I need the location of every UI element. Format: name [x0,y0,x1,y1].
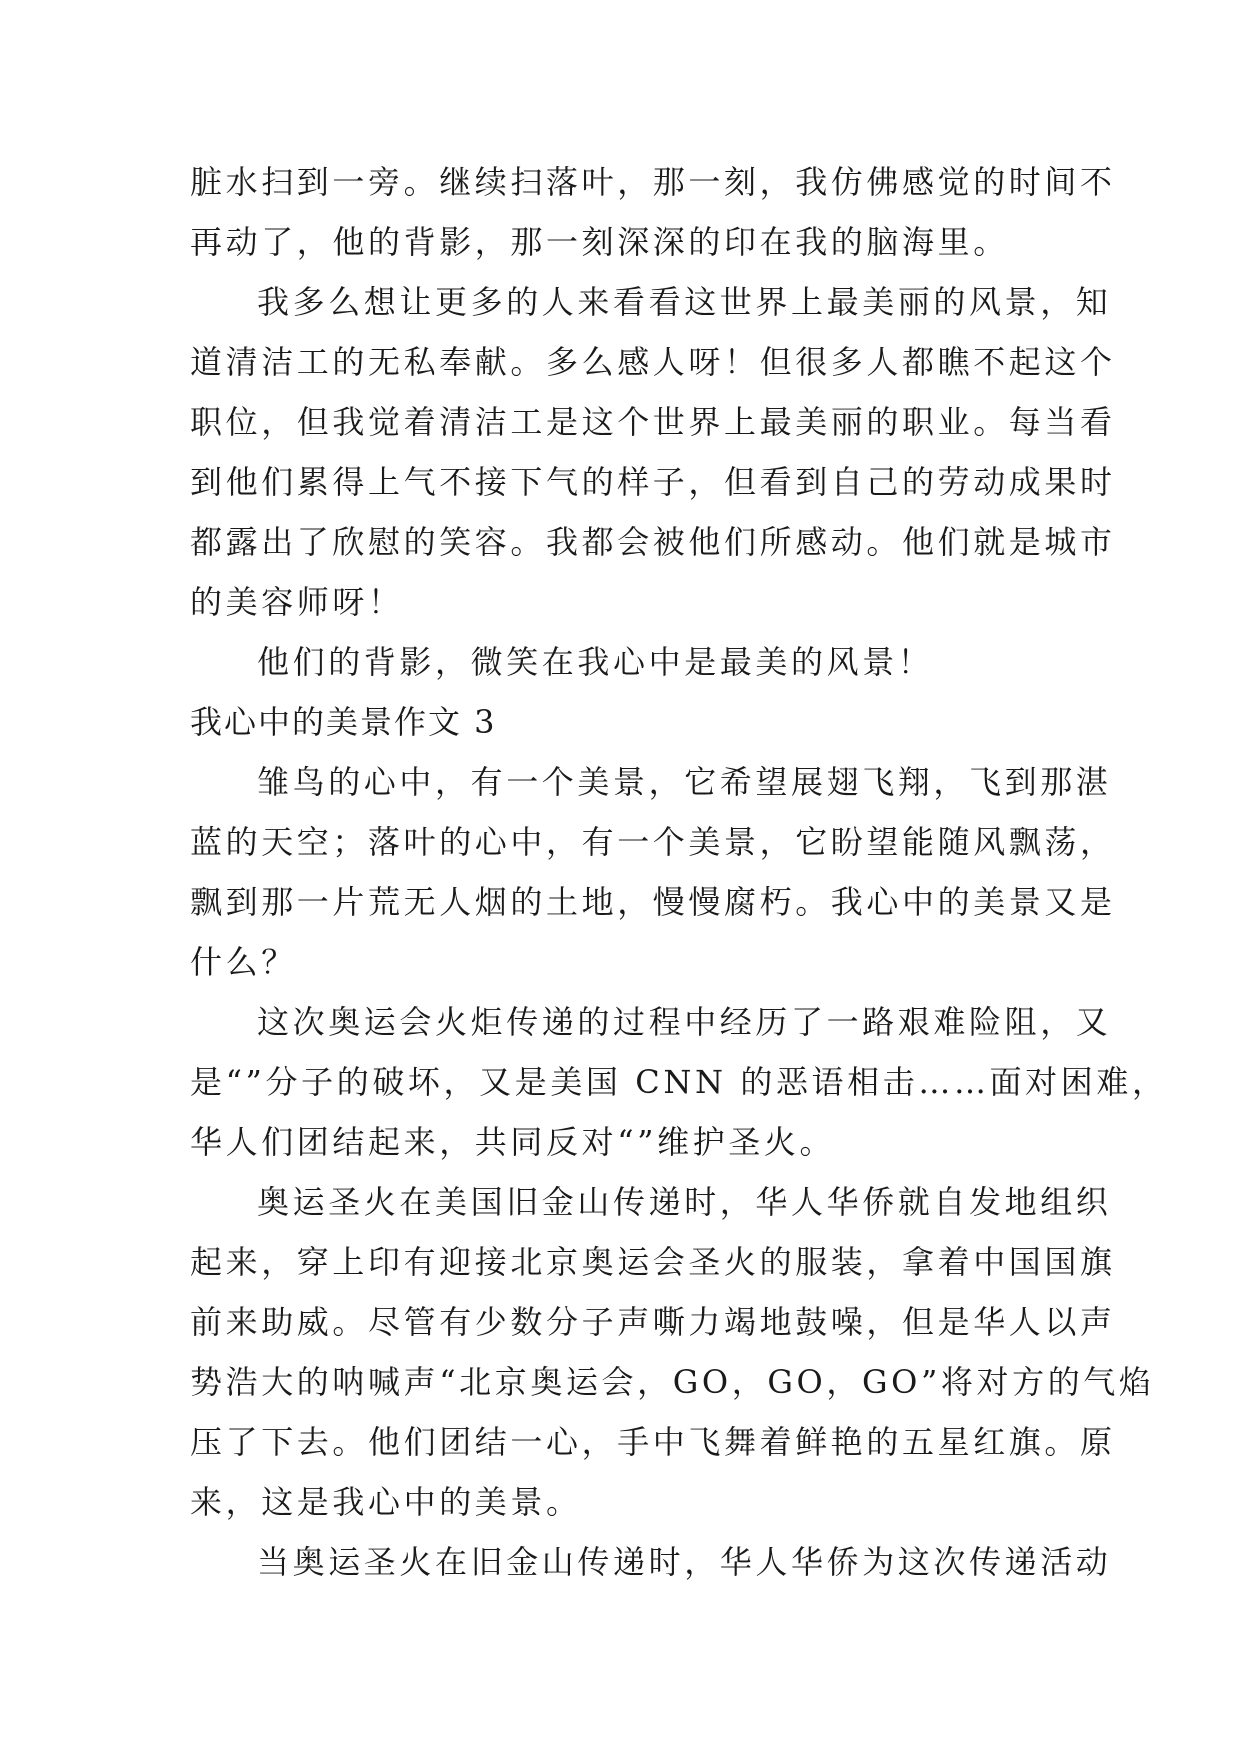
text-line: 道清洁工的无私奉献。多么感人呀！但很多人都瞧不起这个 [190,343,1116,381]
paragraph-start-line: 我多么想让更多的人来看看这世界上最美丽的风景，知 [257,283,1112,321]
text-line: 职位，但我觉着清洁工是这个世界上最美丽的职业。每当看 [190,403,1116,441]
text-line: 的美容师呀！ [190,583,404,621]
text-line: 飘到那一片荒无人烟的土地，慢慢腐朽。我心中的美景又是 [190,883,1116,921]
paragraph-start-line: 雏鸟的心中，有一个美景，它希望展翅飞翔，飞到那湛 [257,763,1112,801]
section-heading: 我心中的美景作文 3 [190,703,497,741]
text-line: 到他们累得上气不接下气的样子，但看到自己的劳动成果时 [190,463,1116,501]
text-line: 华人们团结起来，共同反对“”维护圣火。 [190,1123,836,1161]
text-line: 都露出了欣慰的笑容。我都会被他们所感动。他们就是城市 [190,523,1116,561]
paragraph-start-line: 当奥运圣火在旧金山传递时，华人华侨为这次传递活动 [257,1543,1112,1581]
text-line: 压了下去。他们团结一心，手中飞舞着鲜艳的五星红旗。原 [190,1423,1116,1461]
text-line: 势浩大的呐喊声“北京奥运会，GO，GO，GO”将对方的气焰 [190,1363,1155,1401]
text-line: 来，这是我心中的美景。 [190,1483,582,1521]
text-line: 前来助威。尽管有少数分子声嘶力竭地鼓噪，但是华人以声 [190,1303,1116,1341]
paragraph-start-line: 奥运圣火在美国旧金山传递时，华人华侨就自发地组织 [257,1183,1112,1221]
text-line: 起来，穿上印有迎接北京奥运会圣火的服装，拿着中国国旗 [190,1243,1116,1281]
text-line: 是“”分子的破坏，又是美国 CNN 的恶语相击……面对困难， [190,1063,1168,1101]
text-line: 脏水扫到一旁。继续扫落叶，那一刻，我仿佛感觉的时间不 [190,163,1116,201]
text-line: 什么？ [190,943,297,981]
text-line: 蓝的天空；落叶的心中，有一个美景，它盼望能随风飘荡， [190,823,1116,861]
paragraph-start-line: 他们的背影，微笑在我心中是最美的风景！ [257,643,934,681]
paragraph-start-line: 这次奥运会火炬传递的过程中经历了一路艰难险阻，又 [257,1003,1112,1041]
text-line: 再动了，他的背影，那一刻深深的印在我的脑海里。 [190,223,1009,261]
